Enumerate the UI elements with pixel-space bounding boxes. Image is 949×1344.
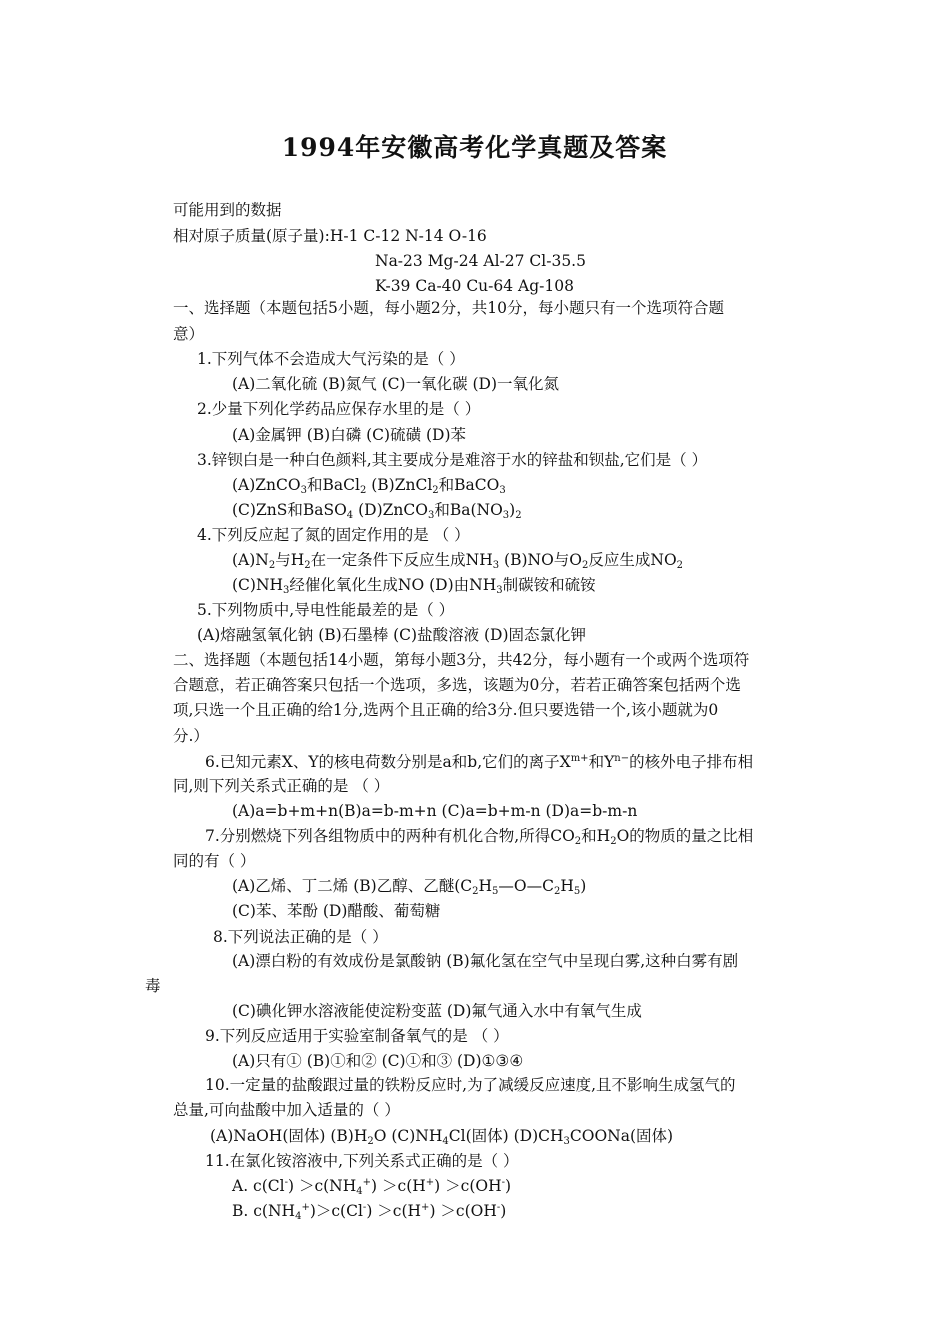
text-line: 一、选择题（本题包括5小题，每小题2分，共10分，每小题只有一个选项符合题 [173, 299, 724, 317]
text-line: (A)乙烯、丁二烯 (B)乙醇、乙醚$(C_2H_5—O—C_2H_5)$ [232, 877, 587, 897]
text-line: (C)ZnS和BaSO$_4$ (D)ZnCO$_3$和$Ba(NO_3)_2$ [232, 501, 522, 521]
text-line: (A)ZnCO$_3$和BaCl$_2$ (B)ZnCl$_2$和BaCO$_3$ [232, 476, 506, 496]
text-line: 同的有（ ） [173, 852, 256, 870]
text-line: 7.分别燃烧下列各组物质中的两种有机化合物,所得$CO_2$和$H_2O$的物质的量之比相 [205, 827, 754, 847]
text-line: 同,则下列关系式正确的是 （ ） [173, 777, 390, 795]
text-line: B. $c(NH_4^+)>c(Cl^-) >c(H^+) >c(OH^-)$ [232, 1202, 507, 1222]
text-line: 6.已知元素X、Y的核电荷数分别是a和b,它们的离子$X^{m+}$和$Y^{n-}$的核外电子排布相 [205, 753, 754, 771]
text-line: 分.） [173, 727, 209, 745]
text-line: 二、选择题（本题包括14小题，第每小题3分，共42分，每小题有一个或两个选项符 [173, 651, 750, 669]
text-line: 1.下列气体不会造成大气污染的是（ ） [197, 350, 465, 368]
text-line: 4.下列反应起了氮的固定作用的是 （ ） [197, 526, 470, 544]
text-line: 项,只选一个且正确的给1分,选两个且正确的给3分.但只要选错一个,该小题就为0 [173, 701, 719, 719]
text-line: 8.下列说法正确的是（ ） [213, 928, 388, 946]
text-line: 3.锌钡白是一种白色颜料,其主要成分是难溶于水的锌盐和钡盐,它们是（ ） [197, 451, 708, 469]
text-line: (C)碘化钾水溶液能使淀粉变蓝 (D)氟气通入水中有氧气生成 [232, 1002, 642, 1020]
text-line: 毒 [145, 977, 161, 995]
text-line: 总量,可向盐酸中加入适量的（ ） [173, 1101, 400, 1119]
text-line: Na-23 Mg-24 Al-27 Cl-35.5 [375, 252, 586, 270]
text-line: (A)熔融氢氧化钠 (B)石墨棒 (C)盐酸溶液 (D)固态氯化钾 [197, 626, 587, 644]
text-line: 10.一定量的盐酸跟过量的铁粉反应时,为了减缓反应速度,且不影响生成氢气的 [205, 1076, 736, 1094]
text-line: 9.下列反应适用于实验室制备氧气的是 （ ） [205, 1027, 509, 1045]
text-line: 相对原子质量(原子量):H-1 C-12 N-14 O-16 [173, 227, 487, 245]
text-line: K-39 Ca-40 Cu-64 Ag-108 [375, 277, 574, 295]
text-line: A. $c(Cl^-) >c(NH_4^+) >c(H^+) >c(OH^-)$ [232, 1177, 512, 1197]
text-line: (A)只有① (B)①和② (C)①和③ (D)①③④ [232, 1052, 524, 1070]
document-title: 1994年安徽高考化学真题及答案 [281, 133, 668, 162]
text-line: (A)二氧化硫 (B)氮气 (C)一氧化碳 (D)一氧化氮 [232, 375, 560, 393]
text-line: 2.少量下列化学药品应保存水里的是（ ） [197, 400, 481, 418]
text-line: (C)苯、苯酚 (D)醋酸、葡萄糖 [232, 902, 441, 920]
text-line: 5.下列物质中,导电性能最差的是（ ） [197, 601, 455, 619]
text-line: (A)金属钾 (B)白磷 (C)硫磺 (D)苯 [232, 426, 467, 444]
text-line: 意） [173, 325, 205, 343]
text-line: (A)漂白粉的有效成份是氯酸钠 (B)氟化氢在空气中呈现白雾,这种白雾有剧 [232, 952, 739, 970]
text-line: 可能用到的数据 [173, 201, 282, 219]
text-line: 合题意，若正确答案只包括一个选项，多选，该题为0分，若若正确答案包括两个选 [173, 676, 741, 694]
text-line: (A)NaOH(固体) $(B)H_2O$ $(C)NH_4Cl$(固体) $(D)CH_3COONa$(固体) [210, 1127, 674, 1147]
text-line: 11.在氯化铵溶液中,下列关系式正确的是（ ） [205, 1152, 519, 1170]
text-line: $(C)NH_3$经催化氧化生成NO (D)由$NH_3$制碳铵和硫铵 [232, 576, 596, 596]
text-line: $(A)N_2$与$H_2$在一定条件下反应生成$NH_3$ (B)NO与$O_2$反应生成$NO_2$ [232, 551, 684, 571]
text-line: (A)a=b+m+n(B)a=b-m+n (C)a=b+m-n (D)a=b-m-n [232, 802, 638, 820]
